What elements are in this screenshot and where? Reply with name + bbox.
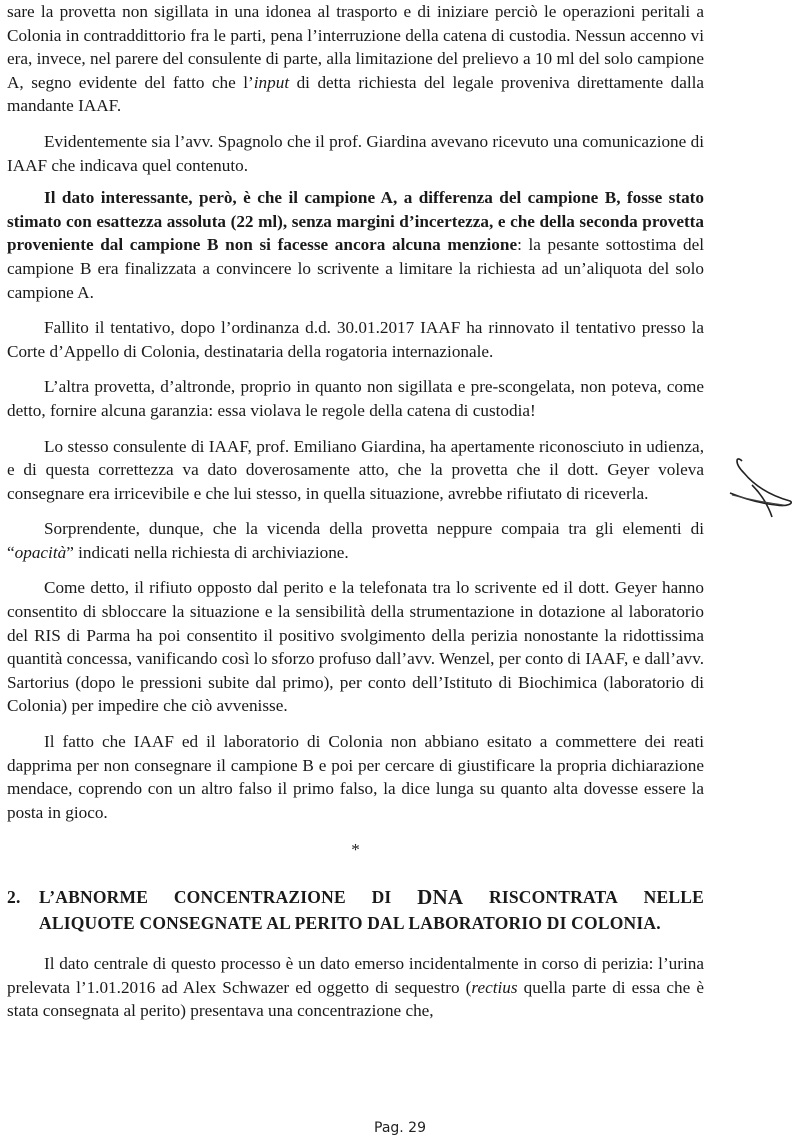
handwritten-signature-icon <box>728 455 798 525</box>
title-word: RISCONTRATA <box>489 887 618 907</box>
text-run: Sorprendente, dunque, che la vicenda della provetta neppure compaia tra gli elementi di “ <box>7 519 704 562</box>
section-heading <box>7 884 704 936</box>
text-run: Lo stesso consulente di IAAF, prof. Emiliano Giardina, ha apertamente riconosciuto in udienza, e di questa correttezza va dato doverosamente atto, che la provetta che il dott. Geyer voleva consegnare era irricevibile e che lui stesso, in quella situazione, avrebbe rifiutato di riceverla. <box>7 436 704 503</box>
text-run: : la pesante sottostima del campione B era finalizzata a convincere lo scrivente a limitare la richiesta ad un’aliquota del solo campione A. <box>7 235 704 302</box>
paragraph <box>7 435 704 506</box>
italic-text: input <box>253 72 290 92</box>
paragraph <box>7 186 704 304</box>
italic-text: opacità <box>14 542 67 562</box>
title-word: CONCENTRAZIONE <box>173 887 346 907</box>
section-title-line1 <box>39 884 704 910</box>
section-separator: * <box>351 840 360 860</box>
paragraph <box>7 730 704 824</box>
paragraph <box>7 316 704 363</box>
text-run: Evidentemente sia l’avv. Spagnolo che il prof. Giardina avevano ricevuto una comunicazione di IAAF che indicava quel contenuto. <box>7 131 704 175</box>
italic-text: rectius <box>471 977 518 997</box>
title-word: L’ABNORME <box>39 887 149 907</box>
text-run: Fallito il tentativo, dopo l’ordinanza d.d. 30.01.2017 IAAF ha rinnovato il tentativo presso la Corte d’Appello di Colonia, destinataria della rogatoria internazionale. <box>7 318 704 361</box>
text-run: quella parte di essa che è stata consegnata al perito) presentava una concentrazione che, <box>7 977 704 1021</box>
text-run: di detta richiesta del legale proveniva direttamente dalla mandante IAAF. <box>7 72 704 116</box>
paragraph <box>7 517 704 564</box>
paragraph <box>7 375 704 422</box>
text-run: Il dato centrale di questo processo è un dato emerso incidentalmente in corso di perizia: l’urina prelevata l’1.01.2016 ad Alex Schwazer ed oggetto di sequestro ( <box>7 954 704 997</box>
text-run: ” indicati nella richiesta di archiviazione. <box>66 542 349 562</box>
page-number: Pag. 29 <box>374 1120 426 1136</box>
paragraph <box>7 576 704 718</box>
title-word: DI <box>371 887 392 907</box>
bold-text: Il dato interessante, però, è che il campione A, a differenza del campione B, fosse stato stimato con esattezza assoluta (22 ml), senza margini d’incertezza, e che della seconda provetta proveniente dal campione B non si facesse ancora alcuna menzione <box>7 188 704 255</box>
section-number: 2. <box>7 887 21 907</box>
text-run: Il fatto che IAAF ed il laboratorio di Colonia non abbiano esitato a commettere dei reati dapprima per non consegnare il campione B e poi per cercare di giustificare la propria dichiarazione mendace, coprendo con un altro falso il primo falso, la dice lunga su quanto alta dovesse essere la posta in gioco. <box>7 732 704 822</box>
paragraph <box>7 0 704 118</box>
section-title-line2: ALIQUOTE CONSEGNATE AL PERITO DAL LABORATORIO DI COLONIA. <box>39 913 661 933</box>
title-word: DNA <box>417 885 464 909</box>
text-run: sare la provetta non sigillata in una idonea al trasporto e di iniziare perciò le operazioni peritali a Colonia in contraddittorio fra le parti, pena l’interruzione della catena di custodia. Nessun accenno vi era, invece, nel parere del consulente di parte, alla limitazione del prelievo a 10 ml del solo campione A, segno evidente del fatto che l’ <box>7 2 704 92</box>
text-run: L’altra provetta, d’altronde, proprio in quanto non sigillata e pre-scongelata, non poteva, come detto, fornire alcuna garanzia: essa violava le regole della catena di custodia! <box>7 377 704 420</box>
title-word: NELLE <box>643 887 704 907</box>
text-run: Come detto, il rifiuto opposto dal perito e la telefonata tra lo scrivente ed il dott. Geyer hanno consentito di sbloccare la situazione e la sensibilità della strumentazione in dotazione al laboratorio del RIS di Parma ha poi consentito il positivo svolgimento della perizia nonostante la ridottissima quantità concessa, vanificando così lo sforzo profuso dall’avv. Wenzel, per conto di IAAF, e dall’avv. Sartorius (dopo le pressioni subite dal primo), per conto dell’Istituto di Biochimica (laboratorio di Colonia) per impedire che ciò avvenisse. <box>7 578 704 716</box>
document-body <box>7 0 704 1035</box>
paragraph <box>7 952 704 1023</box>
paragraph <box>7 130 704 177</box>
